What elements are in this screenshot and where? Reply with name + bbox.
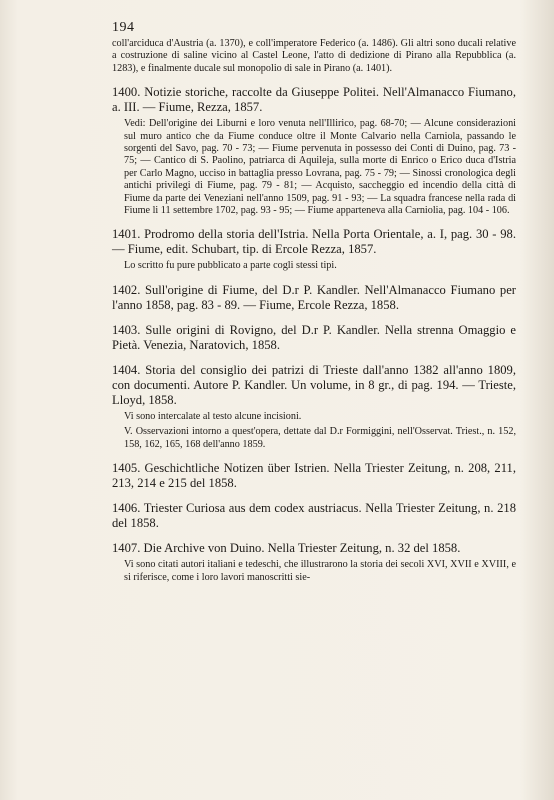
entry-1407: [112, 541, 516, 584]
page-content: [112, 20, 516, 584]
entry-1405: [112, 461, 516, 491]
entry-1401: [112, 227, 516, 272]
entry-title: 1401. Prodromo della storia dell'Istria. Nella Porta Orientale, a. I, pag. 30 - 98. — Fiume, edit. Schubart, tip. di Ercole Rezza, 1857.: [112, 227, 516, 257]
entry-note: V. Osservazioni intorno a quest'opera, dettate dal D.r Formiggini, nell'Osservat. Triest., n. 152, 158, 162, 165, 168 dell'anno 1859.: [124, 426, 516, 450]
entry-title: 1400. Notizie storiche, raccolte da Giuseppe Politei. Nell'Almanacco Fiumano, a. III. — Fiume, Rezza, 1857.: [112, 85, 516, 115]
entry-1402: [112, 283, 516, 313]
entry-title: 1407. Die Archive von Duino. Nella Triester Zeitung, n. 32 del 1858.: [112, 541, 461, 556]
top-paragraph: coll'arciduca d'Austria (a. 1370), e coll'imperatore Federico (a. 1486). Gli altri sono ducali relative a costruzione di saline vicino al Castel Leone, l'atto di dedizione di Pirano alla Repubblica (a. 1283), e finalmente ducale sul monopolio di sale in Pirano (a. 1401).: [112, 38, 516, 74]
entry-note: Lo scritto fu pure pubblicato a parte cogli stessi tipi.: [124, 260, 337, 272]
entry-1406: [112, 501, 516, 531]
page-number: 194: [112, 20, 135, 35]
entry-title: 1402. Sull'origine di Fiume, del D.r P. Kandler. Nell'Almanacco Fiumano per l'anno 1858, pag. 83 - 89. — Fiume, Ercole Rezza, 1858.: [112, 282, 516, 312]
entry-note: Vi sono intercalate al testo alcune incisioni.: [124, 410, 302, 422]
entry-title: 1406. Triester Curiosa aus dem codex austriacus. Nella Triester Zeitung, n. 218 del 1858.: [112, 501, 516, 531]
entry-note: Vi sono citati autori italiani e tedeschi, che illustrarono la storia dei secoli XVI, XVII e XVIII, e si riferisce, come i loro lavori manoscritti sie-: [124, 559, 516, 583]
entry-1400: [112, 85, 516, 217]
entry-1403: [112, 323, 516, 353]
entry-title: 1405. Geschichtliche Notizen über Istrien. Nella Triester Zeitung, n. 208, 211, 213, 214 e 215 del 1858.: [112, 461, 516, 491]
entry-title: 1404. Storia del consiglio dei patrizi di Trieste dall'anno 1382 all'anno 1809, con documenti. Autore P. Kandler. Un volume, in 8 gr., di pag. 194. — Trieste, Lloyd, 1858.: [112, 362, 516, 407]
entry-title: 1403. Sulle origini di Rovigno, del D.r P. Kandler. Nella strenna Omaggio e Pietà. Venezia, Naratovich, 1858.: [112, 322, 516, 352]
entry-1404: [112, 363, 516, 451]
entry-note: Vedi: Dell'origine dei Liburni e loro venuta nell'Illirico, pag. 68-70; — Alcune considerazioni sul muro antico che da Fiume conduce oltre il Monte Calvario nella Carniola, passando le sorgenti del Savo, pag. 70 - 73; — Fiume pervenuta in possesso dei Conti di Duino, pag. 73 - 75; — Cantico di S. Paolino, patriarca di Aquileja, sulla morte di Enrico o Erico duca d'Istria per Carlo Magno, ucciso in battaglia presso Lovrana, pag. 75 - 79; — Sinossi cronologica degli antichi privilegi di Fiume, pag. 79 - 81; — Acquisto, saccheggio ed incendio della città di Fiume da parte dei Veneziani nell'anno 1509, pag. 91 - 93; — La squadra francese nella rada di Fiume li 11 settembre 1702, pag. 93 - 95; — Fiume apparteneva alla Carniolia, pag. 104 - 106.: [124, 118, 516, 217]
